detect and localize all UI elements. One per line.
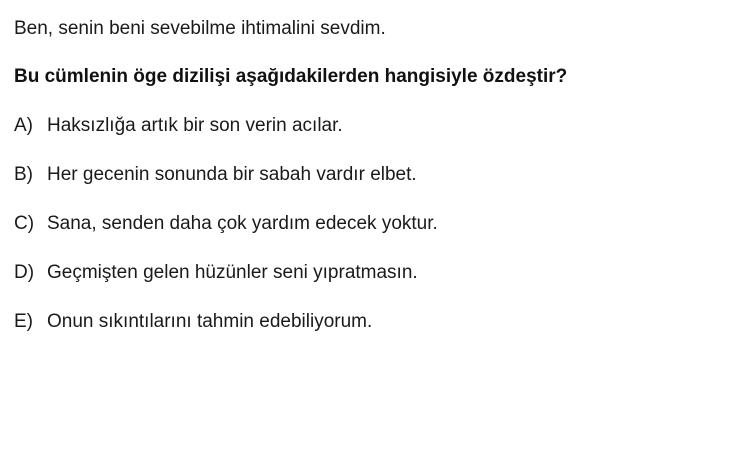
option-a[interactable] xyxy=(14,114,727,138)
option-a-label: A) xyxy=(14,115,33,136)
option-b-label: B) xyxy=(14,164,33,185)
option-list xyxy=(14,114,727,334)
question-sentence: Ben, senin beni sevebilme ihtimalini sevdim. xyxy=(14,18,386,39)
option-b[interactable] xyxy=(14,163,727,187)
option-c-text: Sana, senden daha çok yardım edecek yoktur. xyxy=(47,213,438,234)
option-c-label: C) xyxy=(14,213,35,234)
question-prompt: Bu cümlenin öge dizilişi aşağıdakilerden hangisiyle özdeştir? xyxy=(14,66,568,87)
option-e-label: E) xyxy=(14,311,33,332)
option-a-text: Haksızlığa artık bir son verin acılar. xyxy=(47,115,343,136)
option-e[interactable] xyxy=(14,310,727,334)
option-c[interactable] xyxy=(14,212,727,236)
option-d-label: D) xyxy=(14,262,35,283)
option-b-text: Her gecenin sonunda bir sabah vardır elbet. xyxy=(47,164,417,185)
option-d[interactable] xyxy=(14,261,727,285)
option-d-text: Geçmişten gelen hüzünler seni yıpratmasın. xyxy=(47,262,418,283)
option-e-text: Onun sıkıntılarını tahmin edebiliyorum. xyxy=(47,311,373,332)
